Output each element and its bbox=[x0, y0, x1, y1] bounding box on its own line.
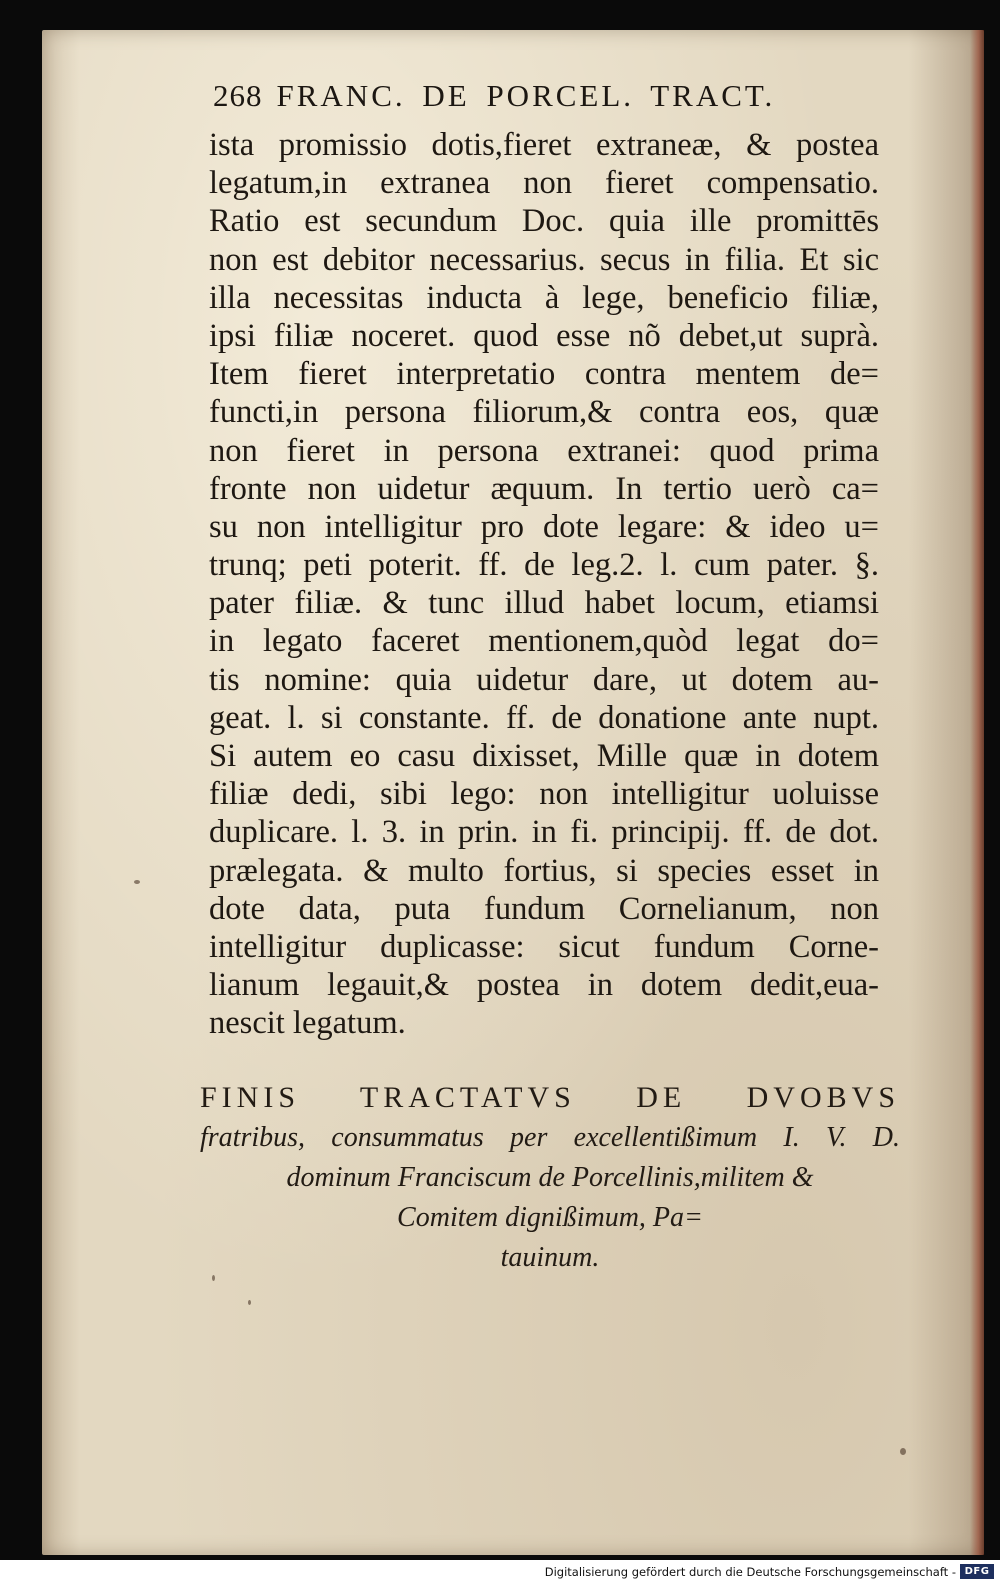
text-line: ipsi filiæ noceret. quod esse nõ debet,ut suprà. bbox=[209, 317, 879, 354]
text-line: Si autem eo casu dixisset, Mille quæ in dotem bbox=[209, 738, 879, 774]
colophon bbox=[200, 1078, 900, 1278]
page-number: 268 bbox=[213, 78, 263, 113]
text-line: functi,in persona filiorum,& contra eos, quæ bbox=[209, 394, 879, 431]
text-line: duplicare. l. 3. in prin. in fi. principij. ff. de dot. bbox=[209, 814, 879, 851]
text-line: trunq; peti poterit. ff. de leg.2. l. cum pater. §. bbox=[209, 547, 879, 584]
text-line: su non intelligitur pro dote legare: & ideo u= bbox=[209, 508, 879, 545]
text-line: non est debitor necessarius. secus in filia. Et sic bbox=[209, 241, 879, 278]
colophon-line: fratribus, consummatus per excellentißimum I. V. D. bbox=[200, 1122, 900, 1153]
text-line: filiæ dedi, sibi lego: non intelligitur uoluisse bbox=[209, 776, 879, 813]
body-text bbox=[209, 126, 879, 1043]
text-line: ista promissio dotis,fieret extraneæ, & postea bbox=[209, 127, 879, 163]
text-line: illa necessitas inducta à lege, beneficio filiæ, bbox=[209, 279, 879, 316]
text-line: prælegata. & multo fortius, si species esset in bbox=[209, 852, 879, 889]
text-line: nescit legatum. bbox=[209, 1005, 406, 1042]
text-line: fronte non uidetur æquum. In tertio uerò ca= bbox=[209, 470, 879, 507]
dfg-logo: DFG bbox=[960, 1564, 994, 1579]
page-edge bbox=[970, 30, 984, 1555]
ink-speck bbox=[900, 1448, 906, 1455]
text-line: Ratio est secundum Doc. quia ille promittēs bbox=[209, 203, 879, 240]
colophon-line: FINIS TRACTATVS DE DVOBVS bbox=[200, 1081, 900, 1114]
text-line: Item fieret interpretatio contra mentem de= bbox=[209, 356, 879, 393]
text-line: tis nomine: quia uidetur dare, ut dotem au- bbox=[209, 661, 879, 698]
colophon-line: dominum Franciscum de Porcellinis,militem & bbox=[286, 1162, 814, 1193]
running-title: FRANC. DE PORCEL. TRACT. bbox=[276, 78, 776, 113]
footer-bar bbox=[0, 1560, 1000, 1582]
text-line: lianum legauit,& postea in dotem dedit,eua- bbox=[209, 967, 879, 1004]
ink-speck bbox=[134, 880, 140, 884]
text-line: dote data, puta fundum Cornelianum, non bbox=[209, 890, 879, 927]
text-line: intelligitur duplicasse: sicut fundum Corne- bbox=[209, 928, 879, 965]
running-head bbox=[213, 78, 853, 114]
ink-speck bbox=[248, 1300, 251, 1305]
colophon-line: tauinum. bbox=[500, 1242, 600, 1273]
text-line: geat. l. si constante. ff. de donatione ante nupt. bbox=[209, 699, 879, 736]
colophon-line: Comitem dignißimum, Pa= bbox=[397, 1202, 703, 1233]
text-line: pater filiæ. & tunc illud habet locum, etiamsi bbox=[209, 585, 879, 622]
text-line: legatum,in extranea non fieret compensatio. bbox=[209, 165, 879, 202]
text-line: non fieret in persona extranei: quod prima bbox=[209, 432, 879, 469]
text-line: in legato faceret mentionem,quòd legat do= bbox=[209, 623, 879, 660]
funding-credit: Digitalisierung gefördert durch die Deutsche Forschungsgemeinschaft - bbox=[544, 1565, 956, 1579]
